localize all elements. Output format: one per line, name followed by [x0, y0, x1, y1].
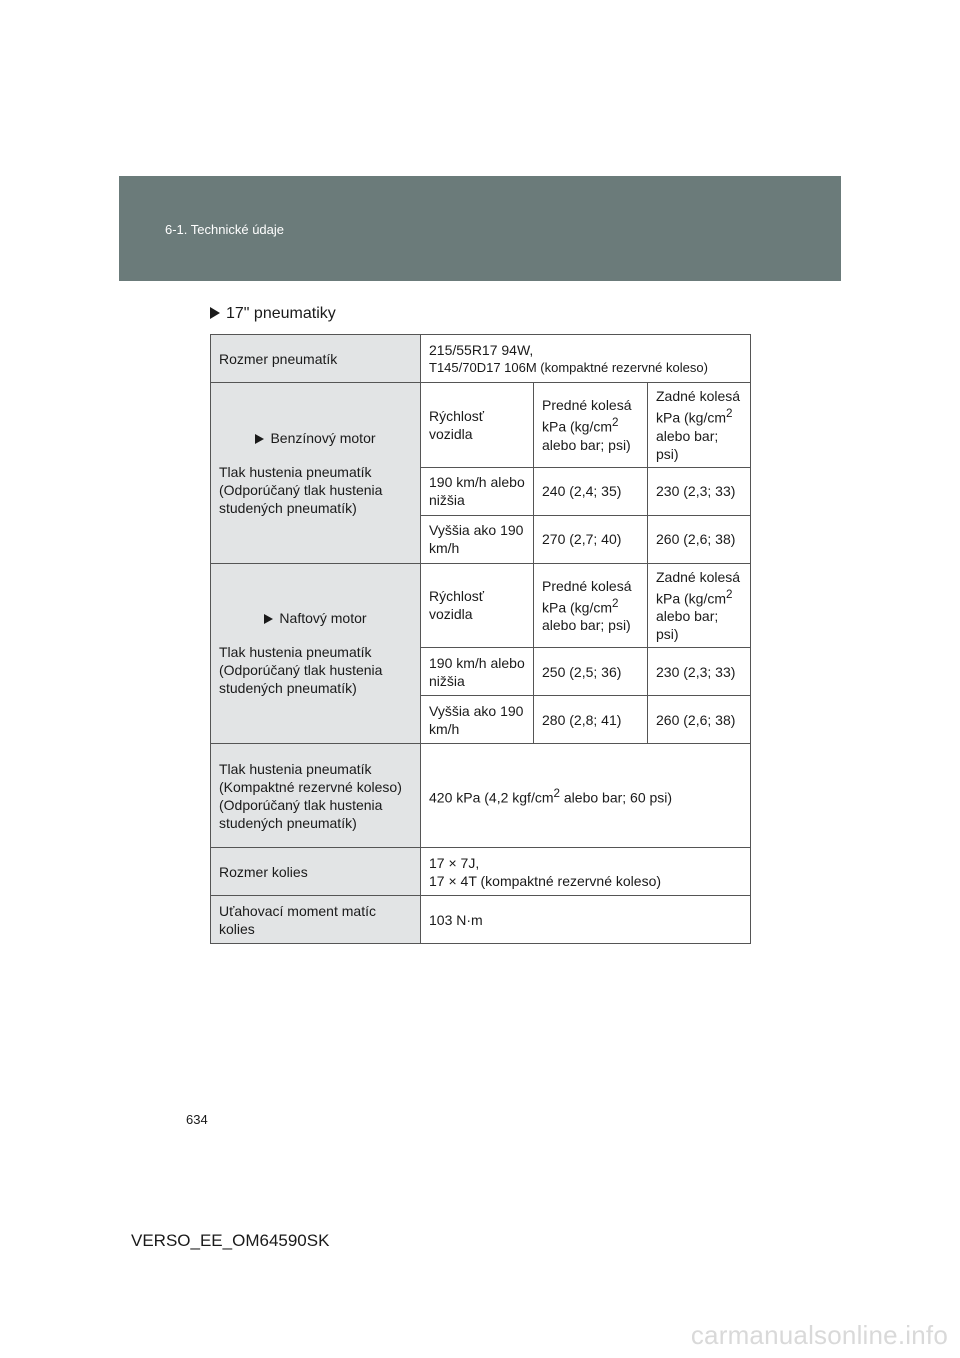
petrol-engine-text: Benzínový motor — [270, 429, 376, 446]
col-rear-header — [648, 383, 751, 468]
page-number: 634 — [186, 1112, 208, 1127]
col-front-text-end: alebo bar; psi) — [542, 436, 631, 453]
section-breadcrumb: 6-1. Technické údaje — [165, 222, 285, 237]
table-row — [211, 848, 751, 896]
table-row — [211, 383, 751, 468]
table-row — [211, 335, 751, 383]
front-pressure-cell: 240 (2,4; 35) — [534, 467, 648, 515]
col-speed-header: Rýchlosť vozidla — [421, 563, 534, 648]
triangle-bullet-icon — [210, 307, 220, 319]
col-speed-header: Rýchlosť vozidla — [421, 383, 534, 468]
spare-value-start: 420 kPa (4,2 kgf/cm — [429, 789, 554, 806]
superscript: 2 — [726, 407, 733, 420]
diesel-pressure-label — [211, 563, 421, 744]
rear-pressure-cell: 230 (2,3; 33) — [648, 648, 751, 696]
section-title-text: 17" pneumatiky — [226, 305, 336, 322]
col-rear-text-end: alebo bar; psi) — [656, 608, 719, 643]
wheel-size-label: Rozmer kolies — [211, 848, 421, 896]
col-rear-text: Zadné kolesá kPa (kg/cm — [656, 388, 741, 426]
petrol-pressure-label — [211, 383, 421, 564]
col-rear-text: Zadné kolesá kPa (kg/cm — [656, 568, 741, 607]
tire-size-value — [421, 335, 751, 383]
speed-cell: 190 km/h alebo nižšia — [421, 648, 534, 696]
watermark: carmanualsonline.info — [690, 1320, 948, 1350]
spare-value-end: alebo bar; 60 psi) — [560, 789, 673, 806]
superscript: 2 — [726, 587, 733, 601]
diesel-engine-text: Naftový motor — [279, 610, 367, 627]
front-pressure-cell: 250 (2,5; 36) — [534, 648, 648, 696]
col-front-header — [534, 563, 648, 648]
front-pressure-cell: 280 (2,8; 41) — [534, 696, 648, 744]
tire-size-label: Rozmer pneumatík — [211, 335, 421, 383]
tire-size-value-1: 215/55R17 94W, — [429, 341, 534, 358]
wheel-size-value — [421, 848, 751, 896]
spare-pressure-label: Tlak hustenia pneumatík (Kompaktné rezervné koleso) (Odporúčaný tlak hustenia studených pneumatík) — [211, 744, 421, 848]
rear-pressure-cell: 230 (2,3; 33) — [648, 467, 751, 515]
table-row — [211, 563, 751, 648]
superscript: 2 — [612, 416, 619, 429]
wheel-size-value-2: 17 × 4T (kompaktné rezervné koleso) — [429, 872, 662, 889]
petrol-engine-heading — [219, 429, 412, 447]
col-front-header — [534, 383, 648, 468]
wheel-size-value-1: 17 × 7J, — [429, 854, 480, 871]
speed-cell: Vyššia ako 190 km/h — [421, 515, 534, 563]
tire-size-value-2: T145/70D17 106M (kompaktné rezervné koleso) — [429, 359, 708, 375]
superscript: 2 — [553, 786, 560, 800]
table-row — [211, 744, 751, 848]
torque-value: 103 N·m — [421, 896, 751, 944]
col-front-text: Predné kolesá kPa (kg/cm — [542, 577, 632, 616]
col-front-text: Predné kolesá kPa (kg/cm — [542, 397, 632, 435]
col-front-text-end: alebo bar; psi) — [542, 617, 631, 634]
document-code: VERSO_EE_OM64590SK — [131, 1231, 330, 1250]
table-row — [211, 896, 751, 944]
spare-pressure-value — [421, 744, 751, 848]
superscript: 2 — [612, 596, 619, 610]
front-pressure-cell: 270 (2,7; 40) — [534, 515, 648, 563]
speed-cell: 190 km/h alebo nižšia — [421, 467, 534, 515]
rear-pressure-cell: 260 (2,6; 38) — [648, 696, 751, 744]
speed-cell: Vyššia ako 190 km/h — [421, 696, 534, 744]
col-rear-header — [648, 563, 751, 648]
petrol-pressure-text: Tlak hustenia pneumatík (Odporúčaný tlak hustenia studených pneumatík) — [219, 463, 383, 516]
tire-spec-table — [210, 334, 751, 944]
diesel-pressure-text: Tlak hustenia pneumatík (Odporúčaný tlak hustenia studených pneumatík) — [219, 644, 383, 697]
rear-pressure-cell: 260 (2,6; 38) — [648, 515, 751, 563]
triangle-bullet-icon — [264, 614, 273, 624]
torque-label: Uťahovací moment matíc kolies — [211, 896, 421, 944]
diesel-engine-heading — [219, 609, 412, 627]
section-title — [210, 305, 336, 323]
triangle-bullet-icon — [255, 434, 264, 444]
col-rear-text-end: alebo bar; psi) — [656, 427, 719, 462]
